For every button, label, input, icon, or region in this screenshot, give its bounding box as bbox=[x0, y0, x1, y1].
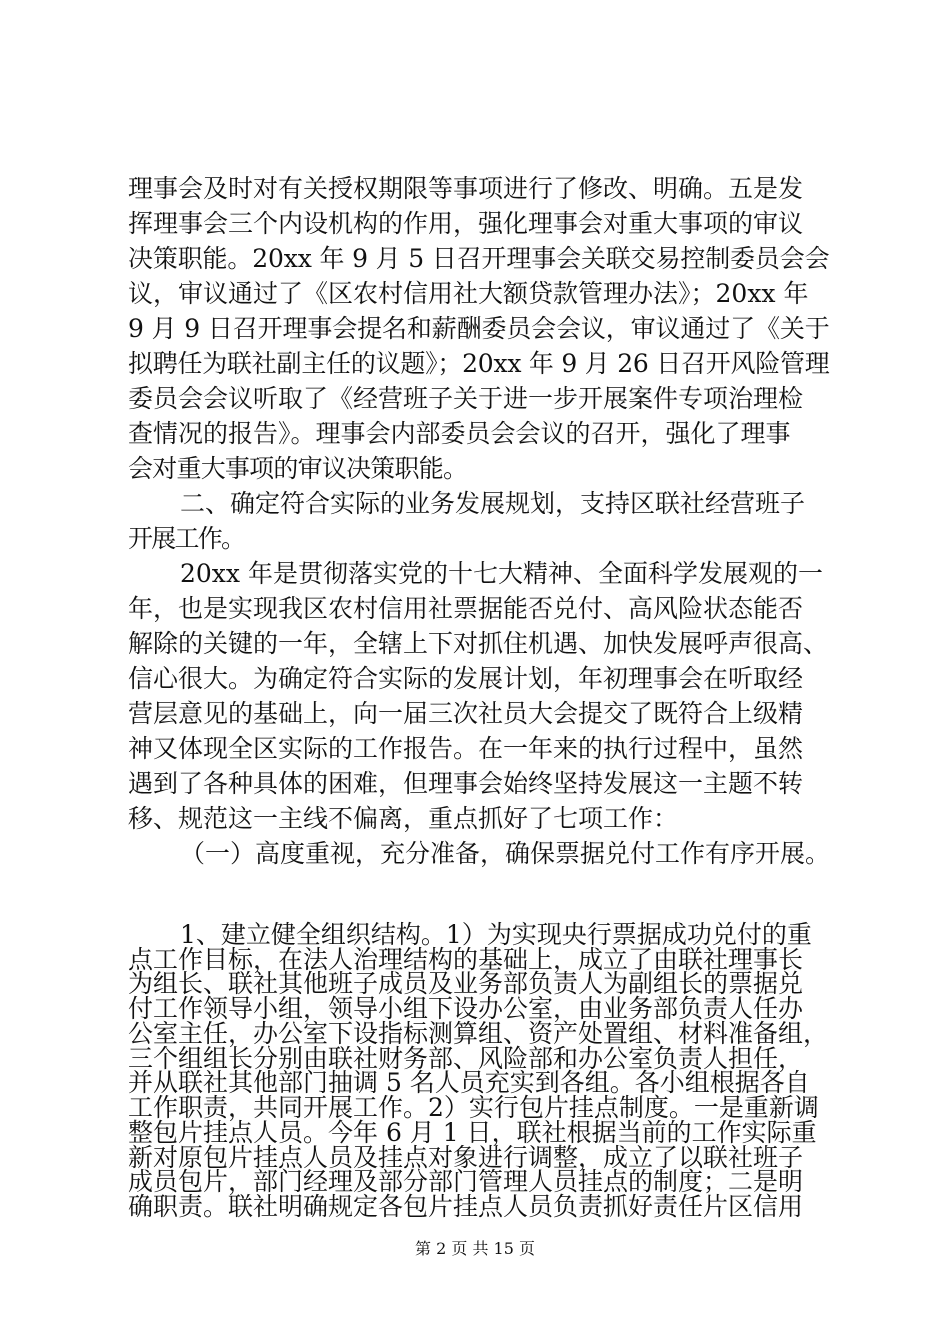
text-line: 会对重大事项的审议决策职能。 bbox=[128, 454, 468, 483]
text-line: 整包片挂点人员。今年 6 月 1 日，联社根据当前的工作实际重 bbox=[128, 1118, 817, 1147]
text-line: 成员包片，部门经理及部分部门管理人员挂点的制度；二是明 bbox=[128, 1167, 804, 1196]
text-line: 决策职能。20xx 年 9 月 5 日召开理事会关联交易控制委员会会 bbox=[128, 244, 830, 273]
text-line: 1、建立健全组织结构。1）为实现央行票据成功兑付的重 bbox=[180, 920, 812, 949]
text-line: 解除的关键的一年，全辖上下对抓住机遇、加快发展呼声很高、 bbox=[128, 629, 829, 658]
section-heading: 二、确定符合实际的业务发展规划，支持区联社经营班子 bbox=[180, 489, 806, 518]
text-line: 公室主任，办公室下设指标测算组、资产处置组、材料准备组， bbox=[128, 1019, 829, 1048]
text-line: 点工作目标，在法人治理结构的基础上，成立了由联社理事长 bbox=[128, 945, 804, 974]
text-line: 神又体现全区实际的工作报告。在一年来的执行过程中，虽然 bbox=[128, 734, 804, 763]
text-line: 移、规范这一主线不偏离，重点抓好了七项工作： bbox=[128, 804, 679, 833]
text-line: 9 月 9 日召开理事会提名和薪酬委员会会议，审议通过了《关于 bbox=[128, 314, 830, 343]
text-line: 遇到了各种具体的困难，但理事会始终坚持发展这一主题不转 bbox=[128, 769, 804, 798]
text-line: 工作职责，共同开展工作。2）实行包片挂点制度。一是重新调 bbox=[128, 1093, 819, 1122]
text-line: 拟聘任为联社副主任的议题》；20xx 年 9 月 26 日召开风险管理 bbox=[128, 349, 830, 378]
text-line: 为组长、联社其他班子成员及业务部负责人为副组长的票据兑 bbox=[128, 969, 804, 998]
text-line: 确职责。联社明确规定各包片挂点人员负责抓好责任片区信用 bbox=[128, 1192, 804, 1221]
text-line: 理事会及时对有关授权期限等事项进行了修改、明确。五是发 bbox=[128, 174, 804, 203]
text-line: 付工作领导小组，领导小组下设办公室，由业务部负责人任办 bbox=[128, 994, 804, 1023]
text-line: 并从联社其他部门抽调 5 名人员充实到各组。各小组根据各自 bbox=[128, 1068, 810, 1097]
text-line: 挥理事会三个内设机构的作用，强化理事会对重大事项的审议 bbox=[128, 209, 804, 238]
section-heading: 开展工作。 bbox=[128, 524, 245, 553]
text-line: 三个组组长分别由联社财务部、风险部和办公室负责人担任， bbox=[128, 1044, 804, 1073]
text-line: 新对原包片挂点人员及挂点对象进行调整，成立了以联社班子 bbox=[128, 1143, 804, 1172]
subsection-heading: （一）高度重视，充分准备，确保票据兑付工作有序开展。 bbox=[180, 839, 831, 868]
text-line: 营层意见的基础上，向一届三次社员大会提交了既符合上级精 bbox=[128, 699, 804, 728]
page-footer: 第 2 页 共 15 页 bbox=[415, 1239, 535, 1258]
text-line: 议，审议通过了《区农村信用社大额贷款管理办法》；20xx 年 bbox=[128, 279, 809, 308]
text-line: 信心很大。为确定符合实际的发展计划，年初理事会在听取经 bbox=[128, 664, 804, 693]
text-line: 年，也是实现我区农村信用社票据能否兑付、高风险状态能否 bbox=[128, 594, 804, 623]
text-line: 20xx 年是贯彻落实党的十七大精神、全面科学发展观的一 bbox=[180, 559, 823, 588]
text-line: 委员会会议听取了《经营班子关于进一步开展案件专项治理检 bbox=[128, 384, 804, 413]
text-line: 查情况的报告》。理事会内部委员会会议的召开，强化了理事 bbox=[128, 419, 791, 448]
